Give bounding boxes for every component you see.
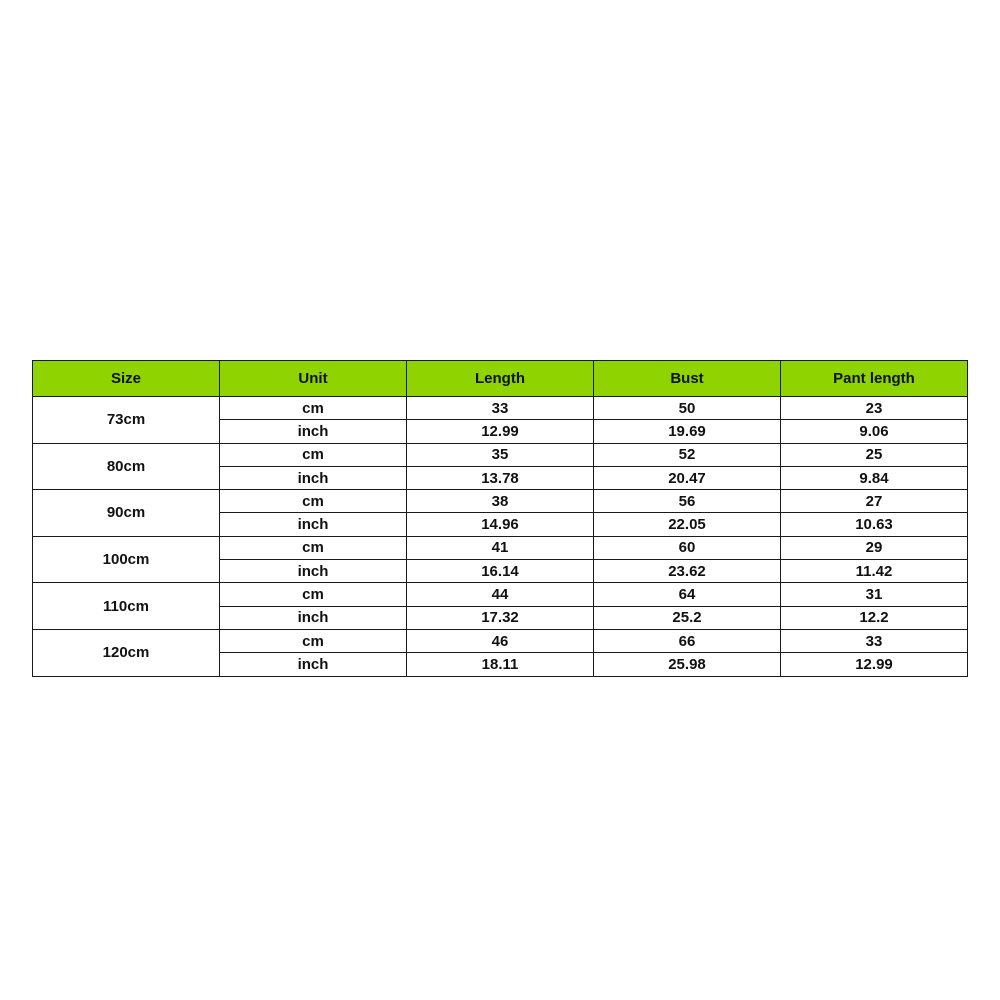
header-pant-length: Pant length [781, 361, 968, 397]
table-header [33, 361, 968, 397]
table-row [33, 490, 968, 513]
length-cell: 13.78 [407, 466, 594, 489]
length-cell: 18.11 [407, 653, 594, 676]
bust-cell: 22.05 [594, 513, 781, 536]
length-cell: 35 [407, 443, 594, 466]
length-cell: 14.96 [407, 513, 594, 536]
bust-cell: 56 [594, 490, 781, 513]
pant-length-cell: 29 [781, 536, 968, 559]
bust-cell: 20.47 [594, 466, 781, 489]
unit-cell: cm [220, 443, 407, 466]
bust-cell: 23.62 [594, 560, 781, 583]
size-cell: 120cm [33, 629, 220, 676]
table-row [33, 583, 968, 606]
pant-length-cell: 11.42 [781, 560, 968, 583]
table-row [33, 629, 968, 652]
unit-cell: cm [220, 490, 407, 513]
table-row [33, 536, 968, 559]
pant-length-cell: 10.63 [781, 513, 968, 536]
pant-length-cell: 23 [781, 397, 968, 420]
table-row [33, 397, 968, 420]
unit-cell: inch [220, 420, 407, 443]
header-unit: Unit [220, 361, 407, 397]
header-size: Size [33, 361, 220, 397]
pant-length-cell: 12.2 [781, 606, 968, 629]
bust-cell: 66 [594, 629, 781, 652]
size-chart-table [32, 360, 968, 677]
bust-cell: 25.98 [594, 653, 781, 676]
unit-cell: cm [220, 629, 407, 652]
bust-cell: 19.69 [594, 420, 781, 443]
length-cell: 17.32 [407, 606, 594, 629]
size-cell: 110cm [33, 583, 220, 630]
bust-cell: 50 [594, 397, 781, 420]
unit-cell: inch [220, 560, 407, 583]
length-cell: 41 [407, 536, 594, 559]
unit-cell: inch [220, 606, 407, 629]
length-cell: 33 [407, 397, 594, 420]
pant-length-cell: 31 [781, 583, 968, 606]
pant-length-cell: 9.84 [781, 466, 968, 489]
unit-cell: inch [220, 513, 407, 536]
size-cell: 100cm [33, 536, 220, 583]
pant-length-cell: 25 [781, 443, 968, 466]
pant-length-cell: 33 [781, 629, 968, 652]
unit-cell: cm [220, 536, 407, 559]
unit-cell: inch [220, 466, 407, 489]
length-cell: 38 [407, 490, 594, 513]
bust-cell: 52 [594, 443, 781, 466]
table-row [33, 443, 968, 466]
unit-cell: cm [220, 397, 407, 420]
bust-cell: 64 [594, 583, 781, 606]
size-cell: 80cm [33, 443, 220, 490]
header-length: Length [407, 361, 594, 397]
length-cell: 44 [407, 583, 594, 606]
size-cell: 73cm [33, 397, 220, 444]
pant-length-cell: 9.06 [781, 420, 968, 443]
header-row [33, 361, 968, 397]
length-cell: 46 [407, 629, 594, 652]
table-body [33, 397, 968, 677]
unit-cell: cm [220, 583, 407, 606]
bust-cell: 60 [594, 536, 781, 559]
pant-length-cell: 27 [781, 490, 968, 513]
unit-cell: inch [220, 653, 407, 676]
length-cell: 16.14 [407, 560, 594, 583]
pant-length-cell: 12.99 [781, 653, 968, 676]
bust-cell: 25.2 [594, 606, 781, 629]
header-bust: Bust [594, 361, 781, 397]
length-cell: 12.99 [407, 420, 594, 443]
size-cell: 90cm [33, 490, 220, 537]
